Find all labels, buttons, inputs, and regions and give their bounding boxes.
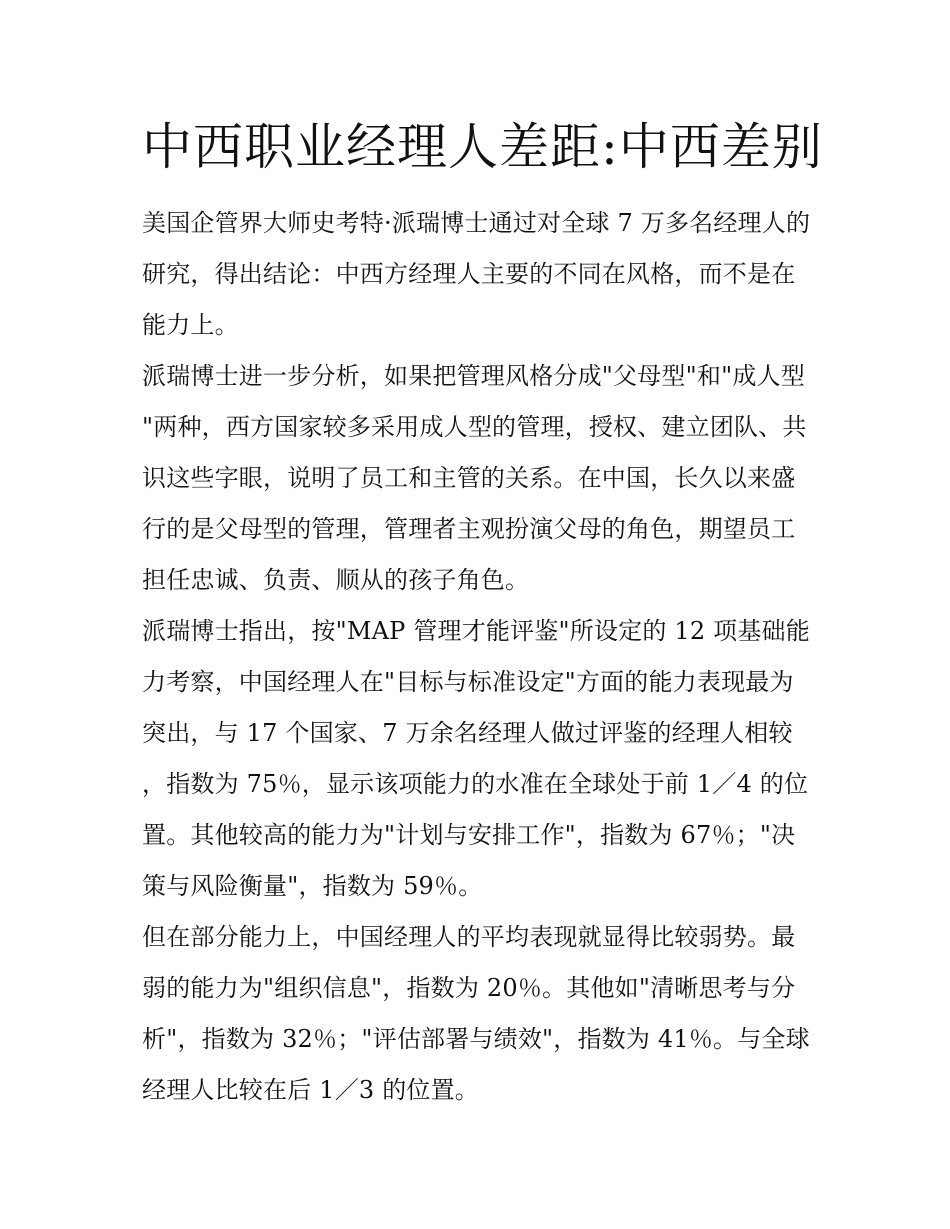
paragraph-3: 派瑞博士指出，按"MAP 管理才能评鉴"所设定的 12 项基础能力考察，中国经理人在"目标与标准设定"方面的能力表现最为突出，与 17 个国家、7 万余名经理人做过评鉴的经理人相较，指数为 75％，显示该项能力的水准在全球处于前 1／4 的位置。其他较高的能力为"计划与安排工作"，指数为 67％；"决策与风险衡量"，指数为 59％。 [142, 617, 810, 900]
paragraph-2: 派瑞博士进一步分析，如果把管理风格分成"父母型"和"成人型"两种，西方国家较多采用成人型的管理，授权、建立团队、共识这些字眼，说明了员工和主管的关系。在中国，长久以来盛行的是父母型的管理，管理者主观扮演父母的角色，期望员工担任忠诚、负责、顺从的孩子角色。 [142, 362, 807, 594]
paragraph-1: 美国企管界大师史考特·派瑞博士通过对全球 7 万多名经理人的研究，得出结论：中西方经理人主要的不同在风格，而不是在能力上。 [142, 209, 811, 339]
paragraph-4: 但在部分能力上，中国经理人的平均表现就显得比较弱势。最弱的能力为"组织信息"，指数为 20％。其他如"清晰思考与分析"，指数为 32％；"评估部署与绩效"，指数为 41％。与全球经理人比较在后 1／3 的位置。 [142, 923, 810, 1104]
document-body [142, 198, 814, 1116]
page-title: 中西职业经理人差距:中西差别 [142, 118, 823, 176]
